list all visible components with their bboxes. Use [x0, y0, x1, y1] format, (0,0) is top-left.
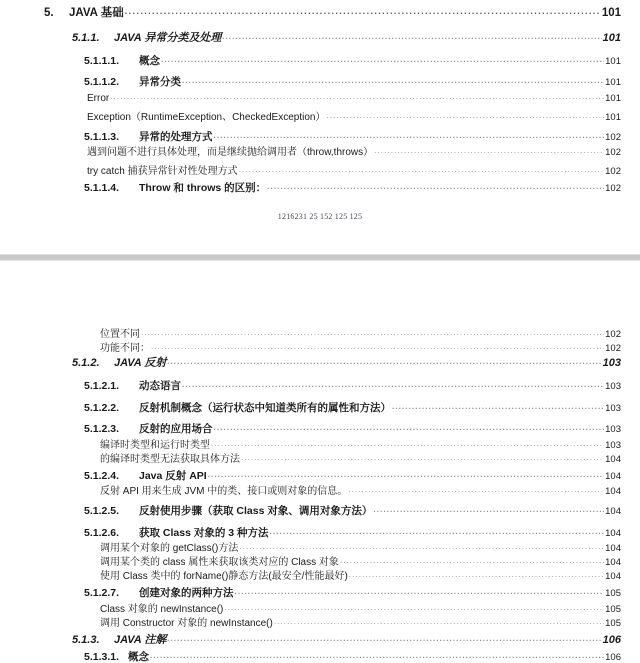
toc-leader-dots: [374, 147, 604, 155]
toc-entry-title: 遇到问题不进行具体处理，而是继续抛给调用者（throw,throws）: [87, 147, 374, 158]
toc-entry-title: 概念: [128, 650, 149, 663]
toc-entry-title: 获取 Class 对象的 3 种方法: [139, 526, 269, 539]
toc-leader-dots: [110, 93, 604, 101]
toc-entry-number: 5.1.2.: [72, 357, 100, 369]
toc-entry-page: 103: [605, 424, 621, 435]
toc-entry[interactable]: [0, 619, 640, 629]
toc-entry-number: 5.1.1.4.: [84, 182, 120, 194]
toc-entry-title: try catch 捕获异常针对性处理方式: [87, 166, 238, 177]
toc-entry[interactable]: [0, 605, 640, 615]
toc-leader-dots: [222, 33, 601, 41]
toc-entry-title: Throw 和 throws 的区别：: [139, 182, 267, 194]
toc-leader-dots: [167, 358, 601, 366]
toc-leader-dots: [235, 588, 605, 596]
toc-leader-dots: [167, 635, 601, 643]
toc-entry-page: 102: [605, 147, 621, 158]
toc-leader-dots: [270, 528, 605, 536]
toc-entry-page: 101: [605, 92, 621, 104]
toc-entry[interactable]: [0, 652, 640, 663]
toc-entry-number: 5.1.1.: [72, 31, 100, 44]
toc-entry-number: 5.1.3.: [72, 633, 100, 646]
toc-leader-dots: [211, 440, 604, 448]
toc-leader-dots: [125, 7, 601, 16]
toc-entry-title: 异常的处理方式: [139, 130, 213, 143]
toc-leader-dots: [267, 183, 604, 191]
toc-leader-dots: [182, 77, 604, 85]
toc-entry[interactable]: [0, 424, 640, 435]
toc-entry-title: 概念: [139, 54, 160, 67]
toc-entry[interactable]: [0, 33, 640, 44]
toc-entry[interactable]: [0, 544, 640, 554]
toc-entry[interactable]: [0, 183, 640, 194]
toc-entry[interactable]: [0, 572, 640, 582]
toc-leader-dots: [182, 381, 604, 389]
toc-entry-number: 5.1.1.3.: [84, 130, 120, 143]
toc-entry-page: 101: [602, 31, 621, 44]
toc-entry-title: 的编译时类型无法获取具体方法: [100, 453, 240, 465]
toc-leader-dots: [151, 343, 604, 351]
toc-entry[interactable]: [0, 528, 640, 539]
toc-entry-title: 编译时类型和运行时类型: [100, 439, 210, 451]
toc-entry-page: 106: [605, 651, 621, 663]
toc-entry-number: 5.1.2.4.: [84, 469, 120, 482]
toc-leader-dots: [150, 652, 604, 660]
toc-entry[interactable]: [0, 588, 640, 599]
toc-entry-title: 调用某个对象的 getClass()方法: [100, 543, 239, 554]
toc-entry-page: 105: [605, 617, 621, 629]
toc-leader-dots: [241, 454, 604, 462]
toc-entry-title: 动态语言: [139, 380, 181, 392]
toc-entry-title: 位置不同: [100, 329, 140, 340]
toc-leader-dots: [239, 166, 605, 174]
toc-entry-title: Exception（RuntimeException、CheckedException）: [87, 111, 326, 123]
toc-entry-page: 105: [605, 603, 621, 615]
toc-entry-number: 5.1.2.2.: [84, 401, 120, 414]
toc-entry-number: 5.1.1.2.: [84, 76, 120, 88]
toc-entry-page: 103: [605, 402, 621, 414]
toc-leader-dots: [349, 571, 604, 579]
toc-entry-title: 使用 Class 类中的 forName()静态方法(最安全/性能最好): [100, 571, 348, 582]
toc-entry[interactable]: [0, 330, 640, 340]
toc-entry[interactable]: [0, 381, 640, 392]
toc-entry[interactable]: [0, 403, 640, 414]
toc-entry-title: Class 对象的 newInstance(): [100, 603, 224, 615]
toc-entry-title: 反射 API 用来生成 JVM 中的类、接口或则对象的信息。: [100, 486, 348, 497]
toc-entry-title: Java 反射 API: [139, 469, 207, 482]
toc-entry-title: Error: [87, 92, 110, 104]
toc-entry-page: 102: [605, 329, 621, 340]
toc-entry[interactable]: [0, 487, 640, 497]
toc-entry[interactable]: [0, 148, 640, 158]
toc-entry[interactable]: [0, 358, 640, 369]
toc-entry-page: 102: [605, 343, 621, 354]
toc-entry[interactable]: [0, 455, 640, 465]
toc-leader-dots: [208, 471, 604, 479]
toc-entry-title: 反射机制概念（运行状态中知道类所有的属性和方法）: [139, 401, 391, 414]
toc-entry-title: 调用 Constructor 对象的 newInstance(): [100, 617, 273, 629]
toc-entry-number: 5.1.2.6.: [84, 526, 120, 539]
toc-entry[interactable]: [0, 77, 640, 88]
toc-leader-dots: [340, 557, 604, 565]
toc-entry-title: 反射的应用场合: [139, 423, 213, 435]
toc-entry-page: 101: [605, 77, 621, 88]
page-separator-band: [0, 254, 640, 261]
toc-entry[interactable]: [0, 167, 640, 177]
toc-entry[interactable]: [0, 558, 640, 568]
toc-entry-number: 5.1.2.5.: [84, 505, 120, 517]
toc-entry-page: 103: [605, 439, 621, 451]
toc-entry-title: 功能不同：: [100, 343, 150, 354]
toc-entry-page: 102: [605, 183, 621, 194]
toc-entry-title: 创建对象的两种方法: [139, 587, 234, 599]
toc-entry-page: 103: [602, 357, 621, 369]
toc-leader-dots: [326, 112, 604, 120]
toc-leader-dots: [373, 506, 604, 514]
toc-entry-title: 调用某个类的 class 属性来获取该类对应的 Class 对象: [100, 557, 339, 568]
scanned-page-one: [0, 0, 640, 253]
toc-leader-dots: [161, 56, 604, 64]
toc-entry[interactable]: [0, 635, 640, 646]
toc-leader-dots: [274, 618, 604, 626]
toc-entry-page: 104: [605, 486, 621, 497]
toc-entry-page: 104: [605, 453, 621, 465]
toc-entry-page: 105: [605, 588, 621, 599]
toc-entry[interactable]: [0, 132, 640, 143]
toc-leader-dots: [224, 604, 604, 612]
toc-entry[interactable]: [0, 113, 640, 123]
toc-entry-page: 101: [605, 55, 621, 67]
toc-entry-number: 5.1.1.1.: [84, 54, 120, 67]
toc-leader-dots: [214, 132, 605, 140]
toc-entry-page: 102: [605, 166, 621, 177]
toc-entry[interactable]: [0, 344, 640, 354]
toc-leader-dots: [141, 329, 604, 337]
toc-entry-page: 104: [605, 571, 621, 582]
toc-entry-page: 103: [605, 381, 621, 392]
toc-entry[interactable]: [0, 441, 640, 451]
toc-entry[interactable]: [0, 94, 640, 104]
scan-footer-digits: 1216231 25 152 125 125: [277, 212, 363, 221]
toc-leader-dots: [392, 403, 604, 411]
toc-entry-title: JAVA 注解: [114, 633, 167, 646]
toc-entry-page: 101: [601, 7, 621, 19]
toc-entry-title: 反射使用步骤（获取 Class 对象、调用对象方法）: [139, 505, 373, 517]
toc-entry-number: 5.1.2.3.: [84, 423, 120, 435]
toc-entry-title: 异常分类: [139, 76, 181, 88]
toc-leader-dots: [239, 543, 604, 551]
toc-entry[interactable]: [0, 471, 640, 482]
scanned-page-two: [0, 262, 640, 663]
toc-entry-title: JAVA 反射: [114, 357, 167, 369]
toc-entry-page: 102: [605, 131, 621, 143]
toc-entry-page: 104: [605, 557, 621, 568]
toc-entry-title: JAVA 基础: [69, 7, 124, 19]
toc-entry-page: 104: [605, 506, 621, 517]
toc-entry[interactable]: [0, 8, 640, 20]
toc-entry-number: 5.1.3.1.: [84, 650, 120, 663]
toc-entry-title: JAVA 异常分类及处理: [114, 31, 222, 44]
toc-entry-page: 104: [605, 527, 621, 539]
toc-entry-number: 5.: [44, 7, 54, 19]
toc-leader-dots: [348, 486, 604, 494]
toc-entry-number: 5.1.2.1.: [84, 380, 120, 392]
page-separator: [0, 253, 640, 262]
toc-entry-number: 5.1.2.7.: [84, 587, 120, 599]
toc-entry-page: 106: [602, 633, 621, 646]
toc-entry-page: 104: [605, 470, 621, 482]
toc-entry-page: 104: [605, 543, 621, 554]
toc-leader-dots: [214, 424, 605, 432]
toc-entry[interactable]: [0, 506, 640, 517]
toc-entry-page: 101: [605, 111, 621, 123]
toc-entry[interactable]: [0, 56, 640, 67]
